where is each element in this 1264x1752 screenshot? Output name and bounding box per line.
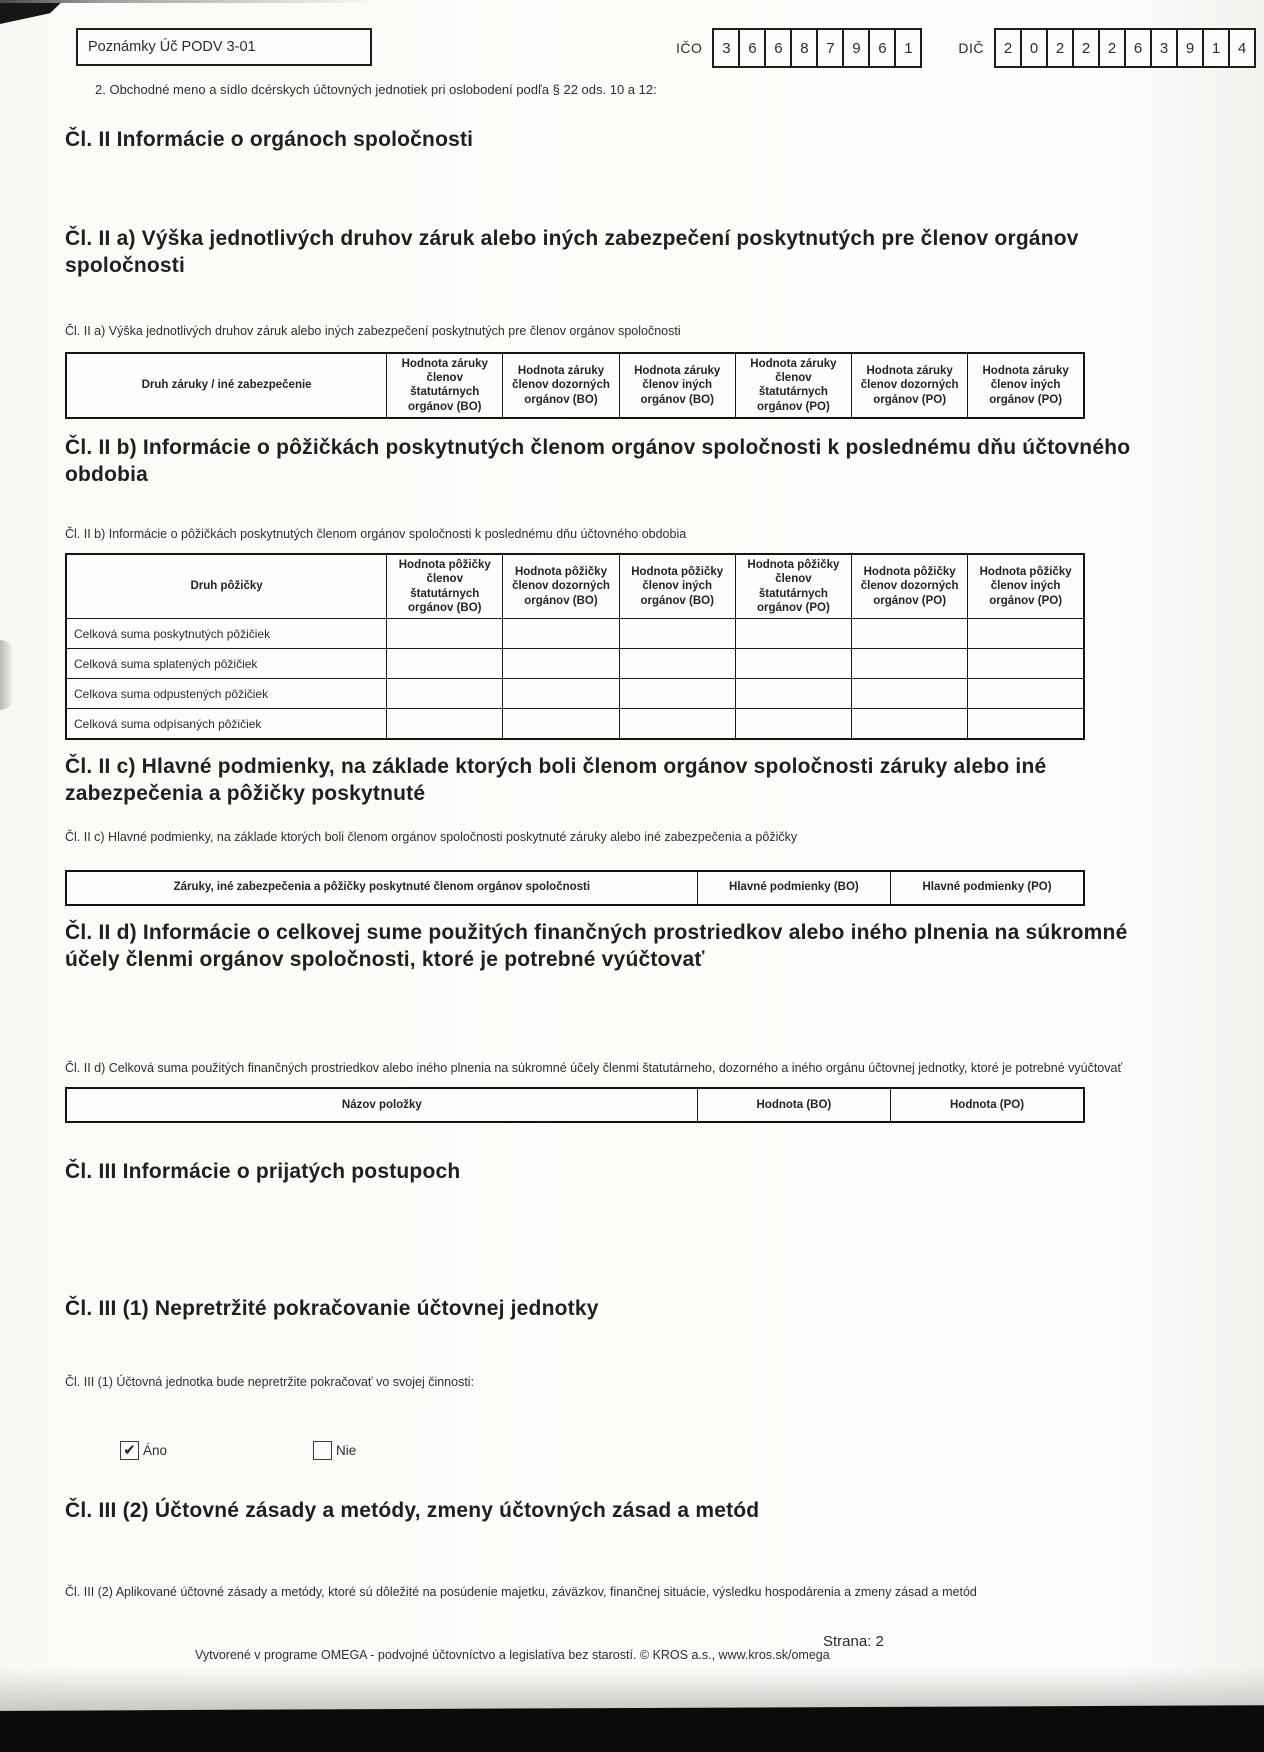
- section-title-cl2: Čl. II Informácie o orgánoch spoločnosti: [65, 128, 474, 151]
- table-header-row: [66, 1088, 1084, 1122]
- yes-option: [120, 1441, 167, 1460]
- section-note-cl2b: Čl. II b) Informácie o pôžičkách poskytnutých členom orgánov spoločnosti k poslednému dňu účtovného obdobia: [65, 526, 687, 541]
- dic-digit: 2: [994, 28, 1022, 68]
- table-row: [66, 679, 1084, 709]
- dic-digit: 2: [1098, 28, 1126, 68]
- table-row: [66, 619, 1084, 649]
- yes-checkbox: [120, 1441, 139, 1460]
- empty-cell: [387, 619, 503, 649]
- ico-digit: 8: [790, 28, 818, 68]
- section-title-cl3-1: Čl. III (1) Nepretržité pokračovanie účtovnej jednotky: [65, 1297, 599, 1321]
- ico-digit: 7: [816, 28, 844, 68]
- column-header: Hodnota záruky členov štatutárnych orgánov (PO): [735, 353, 851, 419]
- dic-group: [958, 28, 1256, 68]
- scan-artifact-left-smudge: [0, 640, 14, 710]
- guarantees-table: [65, 352, 1085, 420]
- table-header-row: [66, 554, 1084, 619]
- column-header: Druh pôžičky: [66, 554, 387, 619]
- empty-cell: [968, 709, 1084, 739]
- dic-digit: 2: [1072, 28, 1100, 68]
- section-note-cl2d: Čl. II d) Celková suma použitých finančných prostriedkov alebo iného plnenia na súkromné účely členmi štatutárneho, dozorného a iného orgánu účtovnej jednotky, ktoré je potrebné vyúčtovať: [65, 1061, 1123, 1076]
- no-label: Nie: [336, 1443, 357, 1459]
- column-header: Hodnota záruky členov iných orgánov (PO): [968, 353, 1084, 419]
- empty-cell: [735, 649, 851, 679]
- table-row: [66, 649, 1084, 679]
- table-header-row: [66, 871, 1084, 905]
- empty-cell: [387, 649, 503, 679]
- empty-cell: [852, 619, 968, 649]
- ico-digit: 3: [712, 28, 740, 68]
- ico-digit: 6: [738, 28, 766, 68]
- yes-label: Áno: [143, 1443, 168, 1459]
- footer-credit: Vytvorené v programe OMEGA - podvojné účtovníctvo a legislatíva bez starostí. © KROS a.s., www.kros.sk/omega: [195, 1648, 830, 1662]
- ico-group: [676, 28, 922, 68]
- section-title-cl2d: Čl. II d) Informácie o celkovej sume použitých finančných prostriedkov alebo iného plnenia na súkromné účely členmi orgánov spoločnosti, ktoré je potrebné vyúčtovať: [65, 920, 1128, 971]
- dic-digit: 0: [1020, 28, 1048, 68]
- row-label: Celkova suma odpustených pôžičiek: [66, 679, 387, 709]
- dic-digit: 1: [1202, 28, 1230, 68]
- empty-cell: [387, 679, 503, 709]
- empty-cell: [619, 619, 735, 649]
- dic-digit: 9: [1176, 28, 1204, 68]
- scan-artifact-top-left: [0, 0, 64, 24]
- section-title-cl3: Čl. III Informácie o prijatých postupoch: [65, 1160, 461, 1184]
- section-title-cl2a: Čl. II a) Výška jednotlivých druhov záruk alebo iných zabezpečení poskytnutých pre členov orgánov spoločnosti: [65, 226, 1079, 277]
- column-header: Hodnota pôžičky členov iných orgánov (PO): [968, 554, 1084, 619]
- ico-digit: 1: [894, 28, 922, 68]
- scan-artifact-bottom-bar: [0, 1705, 1264, 1752]
- empty-cell: [735, 679, 851, 709]
- column-header: Hodnota záruky členov dozorných orgánov (PO): [852, 353, 968, 419]
- column-header: Hodnota pôžičky členov štatutárnych orgánov (PO): [735, 554, 851, 619]
- dic-digit: 6: [1124, 28, 1152, 68]
- ico-digit: 6: [764, 28, 792, 68]
- column-header: Hodnota záruky členov štatutárnych orgánov (BO): [387, 353, 503, 419]
- dic-digit: 4: [1228, 28, 1256, 68]
- empty-cell: [503, 619, 619, 649]
- empty-cell: [735, 709, 851, 739]
- column-header: Hlavné podmienky (BO): [697, 871, 890, 905]
- dic-label: DIČ: [958, 40, 984, 56]
- form-code-label: Poznámky Úč PODV 3-01: [88, 39, 256, 55]
- empty-cell: [852, 709, 968, 739]
- empty-cell: [735, 619, 851, 649]
- section-note-cl3-1: Čl. III (1) Účtovná jednotka bude nepretržite pokračovať vo svojej činnosti:: [65, 1375, 475, 1390]
- ico-digit: 9: [842, 28, 870, 68]
- check-icon: ✔: [123, 1442, 136, 1460]
- row-label: Celková suma odpísaných pôžičiek: [66, 709, 387, 739]
- page-number: Strana: 2: [823, 1633, 884, 1650]
- table-row: [66, 709, 1084, 739]
- form-header: [76, 28, 1256, 68]
- conditions-table: [65, 870, 1085, 906]
- column-header: Hodnota pôžičky členov dozorných orgánov (BO): [503, 554, 619, 619]
- table-header-row: [66, 353, 1084, 419]
- row-label: Celková suma splatených pôžičiek: [66, 649, 387, 679]
- section-title-cl3-2: Čl. III (2) Účtovné zásady a metódy, zmeny účtovných zásad a metód: [65, 1499, 760, 1523]
- going-concern-answer: [120, 1441, 1264, 1460]
- no-option: [313, 1441, 356, 1460]
- column-header: Hodnota záruky členov iných orgánov (BO): [619, 353, 735, 419]
- ico-label: IČO: [675, 40, 703, 56]
- empty-cell: [852, 679, 968, 709]
- column-header: Druh záruky / iné zabezpečenie: [66, 353, 387, 419]
- empty-cell: [968, 619, 1084, 649]
- column-header: Hlavné podmienky (PO): [891, 871, 1084, 905]
- empty-cell: [619, 709, 735, 739]
- dic-digit: 3: [1150, 28, 1178, 68]
- empty-cell: [968, 679, 1084, 709]
- section-note-cl3-2: Čl. III (2) Aplikované účtovné zásady a metódy, ktoré sú dôležité na posúdenie majetku, záväzkov, finančnej situácie, výsledku hospodárenia a zmeny zásad a metód: [65, 1585, 977, 1599]
- row-label: Celková suma poskytnutých pôžičiek: [66, 619, 387, 649]
- section-note-cl2c: Čl. II c) Hlavné podmienky, na základe ktorých boli členom orgánov spoločnosti poskytnuté záruky alebo iné zabezpečenia a pôžičky: [65, 829, 798, 844]
- form-code-box: [76, 28, 372, 66]
- loans-table: [65, 553, 1085, 740]
- column-header: Záruky, iné zabezpečenia a pôžičky poskytnuté členom orgánov spoločnosti: [66, 871, 697, 905]
- column-header: Hodnota (PO): [891, 1088, 1084, 1122]
- no-checkbox: [313, 1441, 332, 1460]
- empty-cell: [387, 709, 503, 739]
- dic-digit: 2: [1046, 28, 1074, 68]
- subsidiaries-note: 2. Obchodné meno a sídlo dcérskych účtovných jednotiek pri oslobodení podľa § 22 ods. 10 a 12:: [95, 82, 657, 97]
- empty-cell: [852, 649, 968, 679]
- ico-digit-cells: [712, 28, 922, 68]
- column-header: Hodnota záruky členov dozorných orgánov (BO): [503, 353, 619, 419]
- section-note-cl2a: Čl. II a) Výška jednotlivých druhov záruk alebo iných zabezpečení poskytnutých pre členov orgánov spoločnosti: [65, 323, 681, 338]
- empty-cell: [503, 649, 619, 679]
- column-header: Hodnota pôžičky členov štatutárnych orgánov (BO): [387, 554, 503, 619]
- scan-artifact-top-edge: [0, 0, 1264, 3]
- column-header: Hodnota (BO): [697, 1088, 890, 1122]
- column-header: Hodnota pôžičky členov iných orgánov (BO): [619, 554, 735, 619]
- section-title-cl2b: Čl. II b) Informácie o pôžičkách poskytnutých členom orgánov spoločnosti k poslednému dňu účtovného obdobia: [65, 436, 1131, 486]
- ico-digit: 6: [868, 28, 896, 68]
- column-header: Názov položky: [66, 1088, 697, 1122]
- empty-cell: [503, 679, 619, 709]
- section-title-cl2c: Čl. II c) Hlavné podmienky, na základe ktorých boli členom orgánov spoločnosti záruky alebo iné zabezpečenia a pôžičky poskytnuté: [65, 754, 1047, 805]
- empty-cell: [968, 649, 1084, 679]
- scan-artifact-bottom-shade: [0, 1668, 1264, 1710]
- private-use-table: [65, 1087, 1085, 1123]
- empty-cell: [619, 679, 735, 709]
- empty-cell: [503, 709, 619, 739]
- empty-cell: [619, 649, 735, 679]
- dic-digit-cells: [994, 28, 1256, 68]
- column-header: Hodnota pôžičky členov dozorných orgánov (PO): [852, 554, 968, 619]
